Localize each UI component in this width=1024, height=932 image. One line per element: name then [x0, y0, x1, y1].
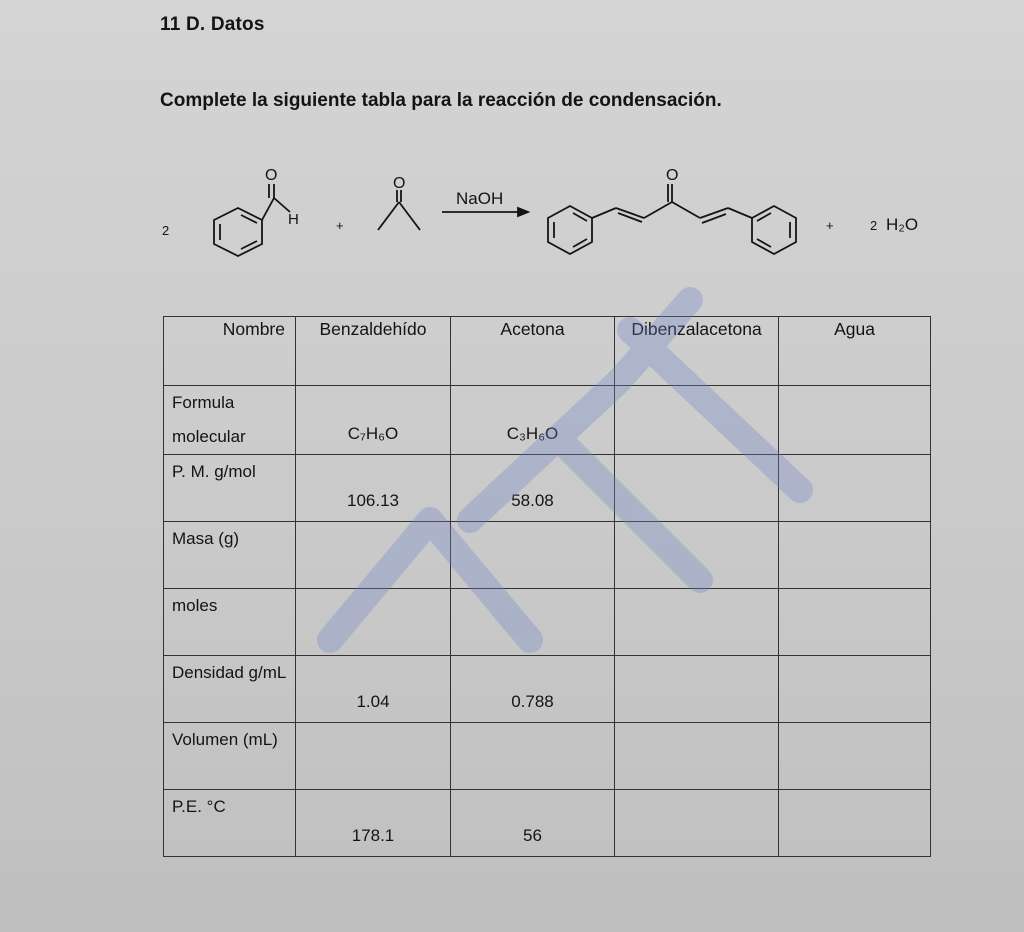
cell-value: 1.04	[356, 692, 390, 711]
table-row	[164, 723, 931, 790]
cell-value: C₇H₆O	[347, 424, 399, 443]
row-label: P.E. °C	[164, 790, 296, 857]
table-cell[interactable]	[451, 589, 615, 656]
row-label: Densidad g/mL	[164, 656, 296, 723]
water-coefficient: 2	[870, 218, 878, 233]
acetone-structure	[378, 190, 420, 230]
row-label: moles	[164, 589, 296, 656]
reagent-label: NaOH	[456, 189, 504, 208]
header-benzaldehido: Benzaldehído	[296, 317, 451, 386]
header-agua: Agua	[779, 317, 931, 386]
table-cell[interactable]	[615, 522, 779, 589]
cell-value: C₃H₆O	[506, 424, 559, 443]
instruction-text: Complete la siguiente tabla para la reacción de condensación.	[160, 90, 722, 111]
benzaldehyde-hydrogen-label: H	[288, 211, 299, 228]
table-cell[interactable]	[779, 656, 931, 723]
table-row	[164, 790, 931, 857]
table-cell[interactable]	[451, 790, 615, 857]
table-cell[interactable]	[296, 522, 451, 589]
cell-value: 56	[523, 826, 542, 845]
cell-value: 178.1	[351, 826, 395, 845]
table-cell[interactable]	[615, 386, 779, 455]
table-cell[interactable]	[779, 386, 931, 455]
table-cell[interactable]	[296, 589, 451, 656]
table-row	[164, 589, 931, 656]
header-nombre: Nombre	[164, 317, 296, 386]
table-cell[interactable]	[451, 386, 615, 455]
cell-value: 58.08	[511, 491, 554, 510]
table-cell[interactable]	[451, 656, 615, 723]
benzaldehyde-coefficient: 2	[162, 223, 170, 238]
row-label: P. M. g/mol	[164, 455, 296, 522]
cell-value: 0.788	[511, 692, 554, 711]
table-cell[interactable]	[615, 723, 779, 790]
dibenzalacetone-structure	[548, 184, 796, 254]
row-label: Masa (g)	[164, 522, 296, 589]
table-cell[interactable]	[296, 656, 451, 723]
plus-sign-1: +	[336, 218, 344, 233]
benzaldehyde-structure	[214, 184, 290, 256]
table-cell[interactable]	[451, 522, 615, 589]
table-cell[interactable]	[451, 455, 615, 522]
table-row	[164, 656, 931, 723]
table-cell[interactable]	[779, 522, 931, 589]
cell-value: 106.13	[347, 491, 399, 510]
header-acetona: Acetona	[451, 317, 615, 386]
table-cell[interactable]	[779, 455, 931, 522]
dibenzalacetone-oxygen-label: O	[666, 167, 679, 184]
header-dibenzalacetona: Dibenzalacetona	[615, 317, 779, 386]
table-cell[interactable]	[615, 589, 779, 656]
table-cell[interactable]	[451, 723, 615, 790]
table-cell[interactable]	[615, 790, 779, 857]
table-cell[interactable]	[615, 656, 779, 723]
data-table	[163, 316, 931, 857]
reaction-scheme	[150, 160, 950, 280]
table-row	[164, 386, 931, 455]
section-heading: 11 D. Datos	[160, 14, 265, 35]
table-cell[interactable]	[615, 455, 779, 522]
table-cell[interactable]	[779, 723, 931, 790]
table-cell[interactable]	[779, 589, 931, 656]
table-row	[164, 455, 931, 522]
water-formula: H₂O	[886, 215, 919, 234]
row-label: Formula molecular	[164, 386, 296, 455]
table-cell[interactable]	[296, 455, 451, 522]
table-cell[interactable]	[779, 790, 931, 857]
table-cell[interactable]	[296, 723, 451, 790]
table-row	[164, 522, 931, 589]
row-label: Volumen (mL)	[164, 723, 296, 790]
table-header-row	[164, 317, 931, 386]
benzaldehyde-oxygen-label: O	[265, 167, 278, 184]
table-cell[interactable]	[296, 386, 451, 455]
plus-sign-2: +	[826, 218, 834, 233]
acetone-oxygen-label: O	[393, 175, 406, 192]
table-cell[interactable]	[296, 790, 451, 857]
